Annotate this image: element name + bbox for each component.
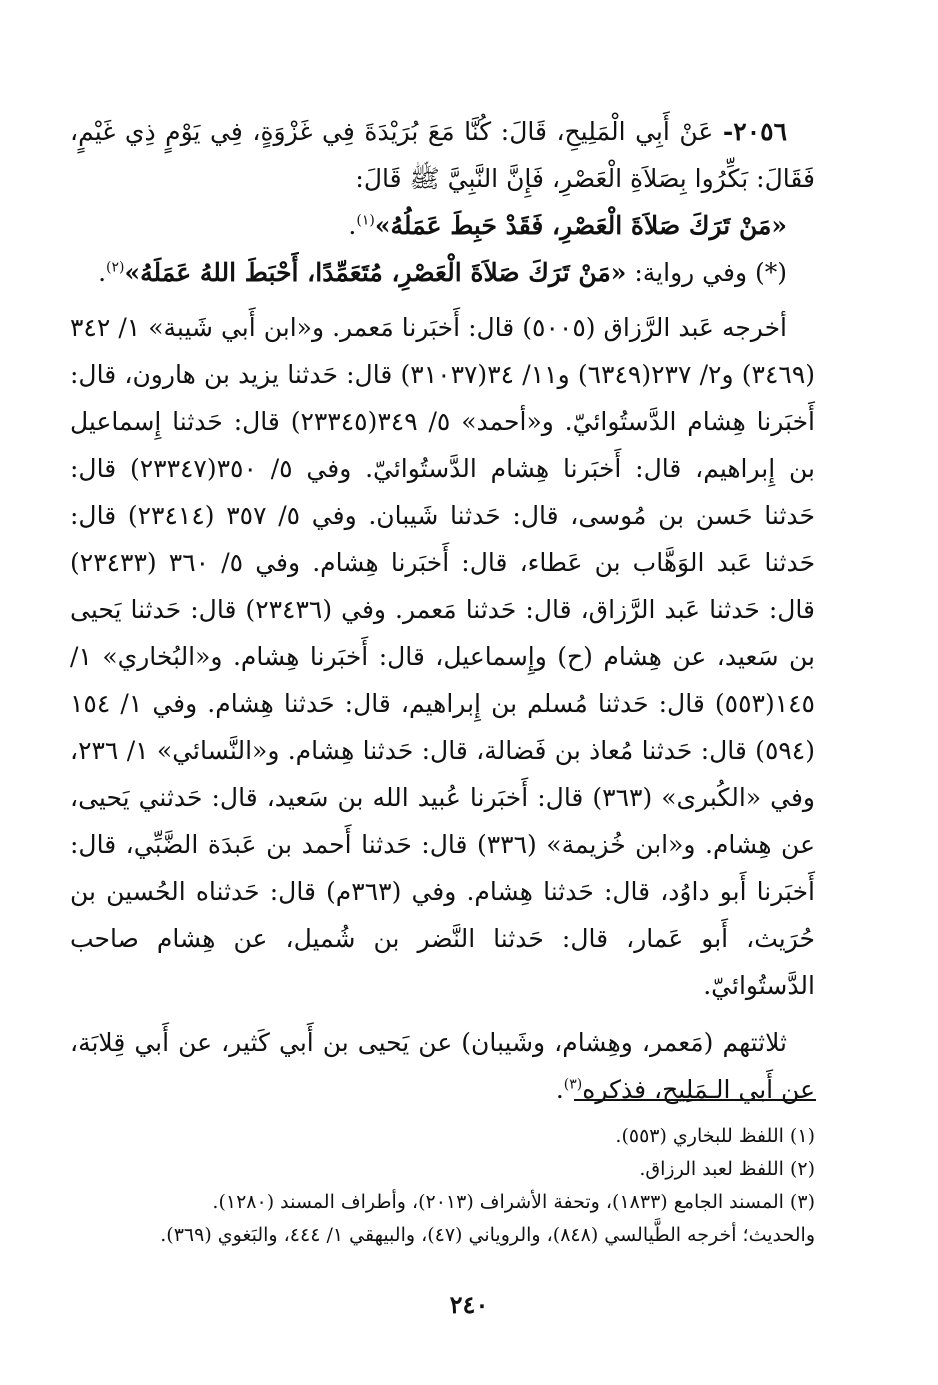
page-number: ٢٤٠ (449, 1290, 489, 1319)
variant-prefix: (*) وفي رواية: (634, 258, 787, 287)
footnote-3-continued: والحديث؛ أخرجه الطَّيالسي (٨٤٨)، والروياني (٤٧)، والبيهقي ١/ ٤٤٤، والبَغوي (٣٦٩). (160, 1224, 815, 1246)
takhrij-paragraph: أخرجه عَبد الرَّزاق (٥٠٠٥) قال: أَخبَرنا مَعمر. و«ابن أَبي شَيبة» ١/ ٣٤٢ (٣٤٦٩) و٢/ ٢٣٧(٦٣٤٩) و١١/ ٣٤(٣١٠٣٧) قال: حَدثنا يزيد بن هارون، قال: أَخبَرنا هِشام الدَّستُوائيّ. و«أحمد» ٥/ ٣٤٩(٢٣٣٤٥) قال: حَدثنا إِسماعيل بن إِبراهيم، قال: أَخبَرنا هِشام الدَّستُوائيّ. وفي ٥/ ٣٥٠(٢٣٣٤٧) قال: حَدثنا حَسن بن مُوسى، قال: حَدثنا شَيبان. وفي ٥/ ٣٥٧ (٢٣٤١٤) قال: حَدثنا عَبد الوَهَّاب بن عَطاء، قال: أَخبَرنا هِشام. وفي ٥/ ٣٦٠ (٢٣٤٣٣) قال: حَدثنا عَبد الرَّزاق، قال: حَدثنا مَعمر. وفي (٢٣٤٣٦) قال: حَدثنا يَحيى بن سَعيد، عن هِشام (ح) وإِسماعيل، قال: أَخبَرنا هِشام. و«البُخاري» ١/ ١٤٥(٥٥٣) قال: حَدثنا مُسلم بن إِبراهيم، قال: حَدثنا هِشام. وفي ١/ ١٥٤ (٥٩٤) قال: حَدثنا مُعاذ بن فَضالة، قال: حَدثنا هِشام. و«النَّسائي» ١/ ٢٣٦، وفي «الكُبرى» (٣٦٣) قال: أَخبَرنا عُبيد الله بن سَعيد، قال: حَدثني يَحيى، عن هِشام. و«ابن خُزيمة» (٣٣٦) قال: حَدثنا أَحمد بن عَبدَة الضَّبِّي، قال: أَخبَرنا أَبو داوُد، قال: حَدثنا هِشام. وفي (٣٦٣م) قال: حَدثناه الحُسين بن حُرَيث، أَبو عَمار، قال: حَدثنا النَّضر بن شُميل، عن هِشام صاحب الدَّستُوائيّ. (70, 313, 816, 1000)
variant-quote: «مَنْ تَرَكَ صَلاَةَ الْعَصْرِ، مُتَعَمِّدًا، أَحْبَطَ اللهُ عَمَلَهُ» (124, 258, 627, 287)
footnotes (70, 1120, 815, 1252)
prophet-quote-paragraph: «مَنْ تَرَكَ صَلاَةَ الْعَصْرِ، فَقَدْ حَبِطَ عَمَلُهُ»$^{(١)}$. (348, 211, 787, 240)
hadith-intro-paragraph (70, 108, 815, 202)
variant-paragraph (70, 249, 815, 296)
prophet-quote: «مَنْ تَرَكَ صَلاَةَ الْعَصْرِ، فَقَدْ حَبِطَ عَمَلُهُ» (374, 211, 787, 240)
footnote-1: (١) اللفظ للبخاري (٥٥٣). (615, 1125, 815, 1147)
closing-end: . (555, 1075, 564, 1104)
hadith-number: ٢٠٥٦- (722, 117, 787, 146)
variant-end: . (98, 258, 107, 287)
main-text (70, 108, 815, 1113)
footnote-ref-1[interactable]: (١) (356, 212, 375, 229)
footnote-2: (٢) اللفظ لعبد الرزاق. (639, 1158, 815, 1180)
footnote-3: (٣) المسند الجامع (١٨٣٣)، وتحفة الأشراف (٢٠١٣)، وأطراف المسند (١٢٨٠). (212, 1191, 815, 1213)
hadith-intro: عَنْ أَبِي الْمَلِيحِ، قَالَ: كُنَّا مَعَ بُرَيْدَةَ فِي غَزْوَةٍ، فِي يَوْمٍ ذِي غَيْمٍ، فَقَالَ: بَكِّرُوا بِصَلاَةِ الْعَصْرِ، فَإِنَّ النَّبِيَّ ﷺ قَالَ: (70, 117, 815, 193)
footnote-divider (574, 1099, 816, 1101)
footnote-ref-3[interactable]: (٣) (563, 1076, 583, 1093)
footnote-ref-2[interactable]: (٢) (106, 259, 125, 276)
closing-text: ثلاثتهم (مَعمر، وهِشام، وشَيبان) عن يَحيى بن أَبي كَثير، عن أَبي قِلابَة، عن أَبي الـمَلِيح، فذكره (70, 1028, 815, 1104)
